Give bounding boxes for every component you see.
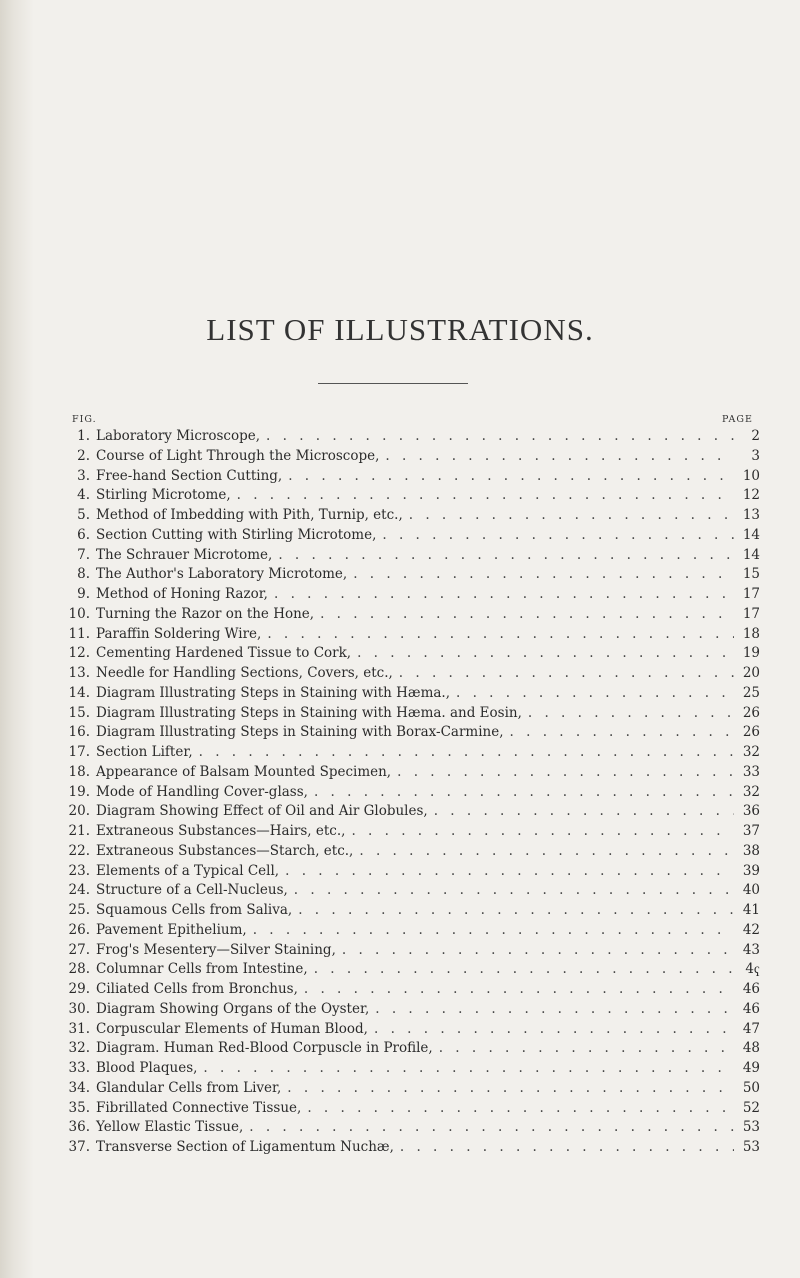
list-item <box>60 625 760 645</box>
figure-title: Frog's Mesentery—Silver Staining, <box>96 941 336 958</box>
list-item <box>60 506 760 526</box>
figure-title: Extraneous Substances—Hairs, etc., <box>96 823 346 839</box>
list-item <box>60 427 760 447</box>
dot-leader <box>308 960 734 980</box>
figure-title: Corpuscular Elements of Human Blood, <box>96 1020 368 1037</box>
figure-number: 19. <box>68 783 90 800</box>
list-item <box>60 901 760 921</box>
dot-leader <box>298 980 734 1000</box>
page-number: 53 <box>742 1119 760 1136</box>
list-item <box>60 881 760 901</box>
page-number: 47 <box>742 1020 760 1037</box>
figure-title: Fibrillated Connective Tissue, <box>96 1099 302 1116</box>
figure-number: 37. <box>68 1139 90 1155</box>
list-item <box>60 585 760 605</box>
figure-number: 18. <box>68 763 90 780</box>
figure-number: 11. <box>68 625 90 642</box>
figure-number: 12. <box>68 645 90 662</box>
figure-title: Transverse Section of Ligamentum Nuchæ, <box>96 1139 394 1155</box>
page-number: 3 <box>751 447 760 464</box>
figure-number: 27. <box>68 941 90 958</box>
dot-leader <box>260 427 734 447</box>
figure-number: 26. <box>68 921 90 938</box>
figure-number: 13. <box>68 665 90 681</box>
page-number: 10 <box>742 467 760 484</box>
figure-title: Mode of Handling Cover-glass, <box>96 783 308 800</box>
figure-title: Ciliated Cells from Bronchus, <box>96 981 298 997</box>
dot-leader <box>379 447 734 467</box>
list-item <box>60 822 760 842</box>
figure-number: 32. <box>68 1040 90 1057</box>
dot-leader <box>282 467 734 487</box>
list-item <box>60 1059 760 1079</box>
figure-number: 33. <box>68 1060 90 1076</box>
list-item <box>60 1079 760 1099</box>
list-item <box>60 743 760 763</box>
page-number: 25 <box>742 684 760 701</box>
dot-leader <box>403 506 734 526</box>
page-number: 12 <box>742 487 760 504</box>
list-item <box>60 664 760 684</box>
figure-title: The Author's Laboratory Microtome, <box>96 566 348 583</box>
list-item <box>60 921 760 941</box>
page-number: 14 <box>742 546 760 563</box>
figure-number: 36. <box>68 1119 90 1136</box>
dot-leader <box>394 1138 734 1158</box>
figure-title: Stirling Microtome, <box>96 487 231 504</box>
page-number: 15 <box>742 566 760 583</box>
page-number: 13 <box>742 507 760 523</box>
figure-number: 15. <box>68 704 90 721</box>
figure-title: Extraneous Substances—Starch, etc., <box>96 842 354 859</box>
figure-title: Structure of a Cell-Nucleus, <box>96 882 288 899</box>
page-edge-shadow <box>0 0 34 1278</box>
page-number: 42 <box>742 921 760 938</box>
figure-number: 34. <box>68 1079 90 1096</box>
figure-number: 14. <box>68 684 90 701</box>
list-item <box>60 467 760 487</box>
page-number: 26 <box>742 724 760 741</box>
figure-number: 25. <box>68 902 90 918</box>
dot-leader <box>391 763 734 783</box>
figure-number: 23. <box>68 862 90 879</box>
page-number: 49 <box>742 1060 760 1076</box>
list-item <box>60 1099 760 1119</box>
dot-leader <box>522 704 734 724</box>
page-number: 48 <box>742 1040 760 1057</box>
figure-title: Blood Plaques, <box>96 1060 198 1076</box>
dot-leader <box>345 822 734 842</box>
list-item <box>60 447 760 467</box>
list-item <box>60 704 760 724</box>
list-item <box>60 526 760 546</box>
dot-leader <box>197 1059 734 1079</box>
page-number: 17 <box>742 605 760 622</box>
figure-title: Needle for Handling Sections, Covers, etc., <box>96 665 393 681</box>
fig-column-header: FIG. <box>72 414 97 425</box>
page-title: LIST OF ILLUSTRATIONS. <box>206 312 594 347</box>
figure-title: Section Cutting with Stirling Microtome, <box>96 526 377 543</box>
list-item <box>60 1118 760 1138</box>
dot-leader <box>281 1079 734 1099</box>
page-number: 43 <box>742 941 760 958</box>
figure-number: 1. <box>77 428 90 444</box>
figure-number: 21. <box>68 823 90 839</box>
page-number: 2 <box>751 428 760 444</box>
dot-leader <box>231 486 734 506</box>
figure-number: 6. <box>77 526 90 543</box>
page-number: 53 <box>742 1139 760 1155</box>
dot-leader <box>428 802 734 822</box>
dot-leader <box>308 783 734 803</box>
figure-title: Paraffin Soldering Wire, <box>96 625 262 642</box>
dot-leader <box>279 862 734 882</box>
list-item <box>60 783 760 803</box>
title-rule <box>318 383 468 384</box>
list-item <box>60 1039 760 1059</box>
figure-title: Laboratory Microscope, <box>96 428 261 444</box>
dot-leader <box>433 1039 734 1059</box>
list-item <box>60 1020 760 1040</box>
figure-number: 7. <box>77 546 90 563</box>
page-column-header: PAGE <box>722 414 753 425</box>
figure-title: Diagram Showing Effect of Oil and Air Globules, <box>96 803 428 820</box>
figure-title: Free-hand Section Cutting, <box>96 467 283 484</box>
figure-number: 17. <box>68 744 90 760</box>
figure-title: Course of Light Through the Microscope, <box>96 447 380 464</box>
list-item <box>60 941 760 961</box>
figure-number: 3. <box>77 467 90 484</box>
figure-number: 8. <box>77 566 90 583</box>
list-item <box>60 723 760 743</box>
dot-leader <box>347 565 734 585</box>
dot-leader <box>292 901 734 921</box>
figure-title: Diagram Illustrating Steps in Staining with Hæma. and Eosin, <box>96 704 522 721</box>
page-number: 46 <box>742 981 760 997</box>
figure-number: 10. <box>68 605 90 622</box>
list-item <box>60 486 760 506</box>
figure-title: Squamous Cells from Saliva, <box>96 902 293 918</box>
figure-title: Diagram Showing Organs of the Oyster, <box>96 1000 370 1017</box>
dot-leader <box>243 1118 734 1138</box>
figure-number: 35. <box>68 1099 90 1116</box>
page-number: 17 <box>742 586 760 602</box>
page-number: 32 <box>742 783 760 800</box>
dot-leader <box>193 743 734 763</box>
list-item <box>60 980 760 1000</box>
list-item <box>60 565 760 585</box>
page-number: 38 <box>742 842 760 859</box>
figure-number: 28. <box>68 961 90 978</box>
figure-number: 31. <box>68 1020 90 1037</box>
figure-title: Pavement Epithelium, <box>96 921 247 938</box>
figure-title: Method of Imbedding with Pith, Turnip, etc., <box>96 507 403 523</box>
dot-leader <box>376 526 734 546</box>
list-item <box>60 644 760 664</box>
dot-leader <box>351 644 734 664</box>
page-number: 40 <box>742 882 760 899</box>
list-item <box>60 546 760 566</box>
list-item <box>60 763 760 783</box>
list-item <box>60 684 760 704</box>
dot-leader <box>301 1099 734 1119</box>
figure-number: 5. <box>77 507 90 523</box>
page-number: 41 <box>742 902 760 918</box>
page-number: 14 <box>742 526 760 543</box>
illustrations-list <box>60 427 760 1158</box>
figure-number: 9. <box>77 586 90 602</box>
figure-number: 29. <box>68 981 90 997</box>
figure-number: 30. <box>68 1000 90 1017</box>
list-item <box>60 605 760 625</box>
page-number: 19 <box>742 645 760 662</box>
page-number: 18 <box>742 625 760 642</box>
figure-title: Diagram Illustrating Steps in Staining with Borax-Carmine, <box>96 724 504 741</box>
figure-title: Elements of a Typical Cell, <box>96 862 280 879</box>
figure-title: Glandular Cells from Liver, <box>96 1079 282 1096</box>
dot-leader <box>336 941 734 961</box>
page-number: 46 <box>742 1000 760 1017</box>
figure-title: The Schrauer Microtome, <box>96 546 273 563</box>
figure-number: 2. <box>77 447 90 464</box>
figure-title: Method of Honing Razor, <box>96 586 268 602</box>
dot-leader <box>268 585 734 605</box>
figure-title: Cementing Hardened Tissue to Cork, <box>96 645 352 662</box>
page-number: 52 <box>742 1099 760 1116</box>
dot-leader <box>272 546 734 566</box>
dot-leader <box>393 664 734 684</box>
dot-leader <box>247 921 734 941</box>
page-number: 36 <box>742 803 760 820</box>
figure-title: Diagram. Human Red-Blood Corpuscle in Profile, <box>96 1040 433 1057</box>
figure-title: Columnar Cells from Intestine, <box>96 961 308 978</box>
list-item <box>60 1000 760 1020</box>
figure-number: 24. <box>68 882 90 899</box>
figure-title: Section Lifter, <box>96 744 193 760</box>
dot-leader <box>369 1000 734 1020</box>
page-number: 4ҁ <box>745 961 760 978</box>
figure-title: Appearance of Balsam Mounted Specimen, <box>96 763 392 780</box>
page-number: 26 <box>742 704 760 721</box>
figure-title: Turning the Razor on the Hone, <box>96 605 315 622</box>
figure-title: Diagram Illustrating Steps in Staining with Hæma., <box>96 684 450 701</box>
page-number: 32 <box>742 744 760 760</box>
dot-leader <box>261 625 734 645</box>
dot-leader <box>450 684 734 704</box>
figure-number: 20. <box>68 803 90 820</box>
figure-number: 16. <box>68 724 90 741</box>
list-item <box>60 1138 760 1158</box>
list-item <box>60 862 760 882</box>
figure-number: 4. <box>77 487 90 504</box>
page-number: 39 <box>742 862 760 879</box>
list-item <box>60 802 760 822</box>
dot-leader <box>368 1020 734 1040</box>
page-number: 33 <box>742 763 760 780</box>
figure-number: 22. <box>68 842 90 859</box>
dot-leader <box>314 605 734 625</box>
page-number: 50 <box>742 1079 760 1096</box>
dot-leader <box>504 723 734 743</box>
list-item <box>60 842 760 862</box>
figure-title: Yellow Elastic Tissue, <box>96 1119 244 1136</box>
dot-leader <box>288 881 734 901</box>
page-number: 20 <box>742 665 760 681</box>
list-item <box>60 960 760 980</box>
dot-leader <box>353 842 734 862</box>
page-number: 37 <box>742 823 760 839</box>
